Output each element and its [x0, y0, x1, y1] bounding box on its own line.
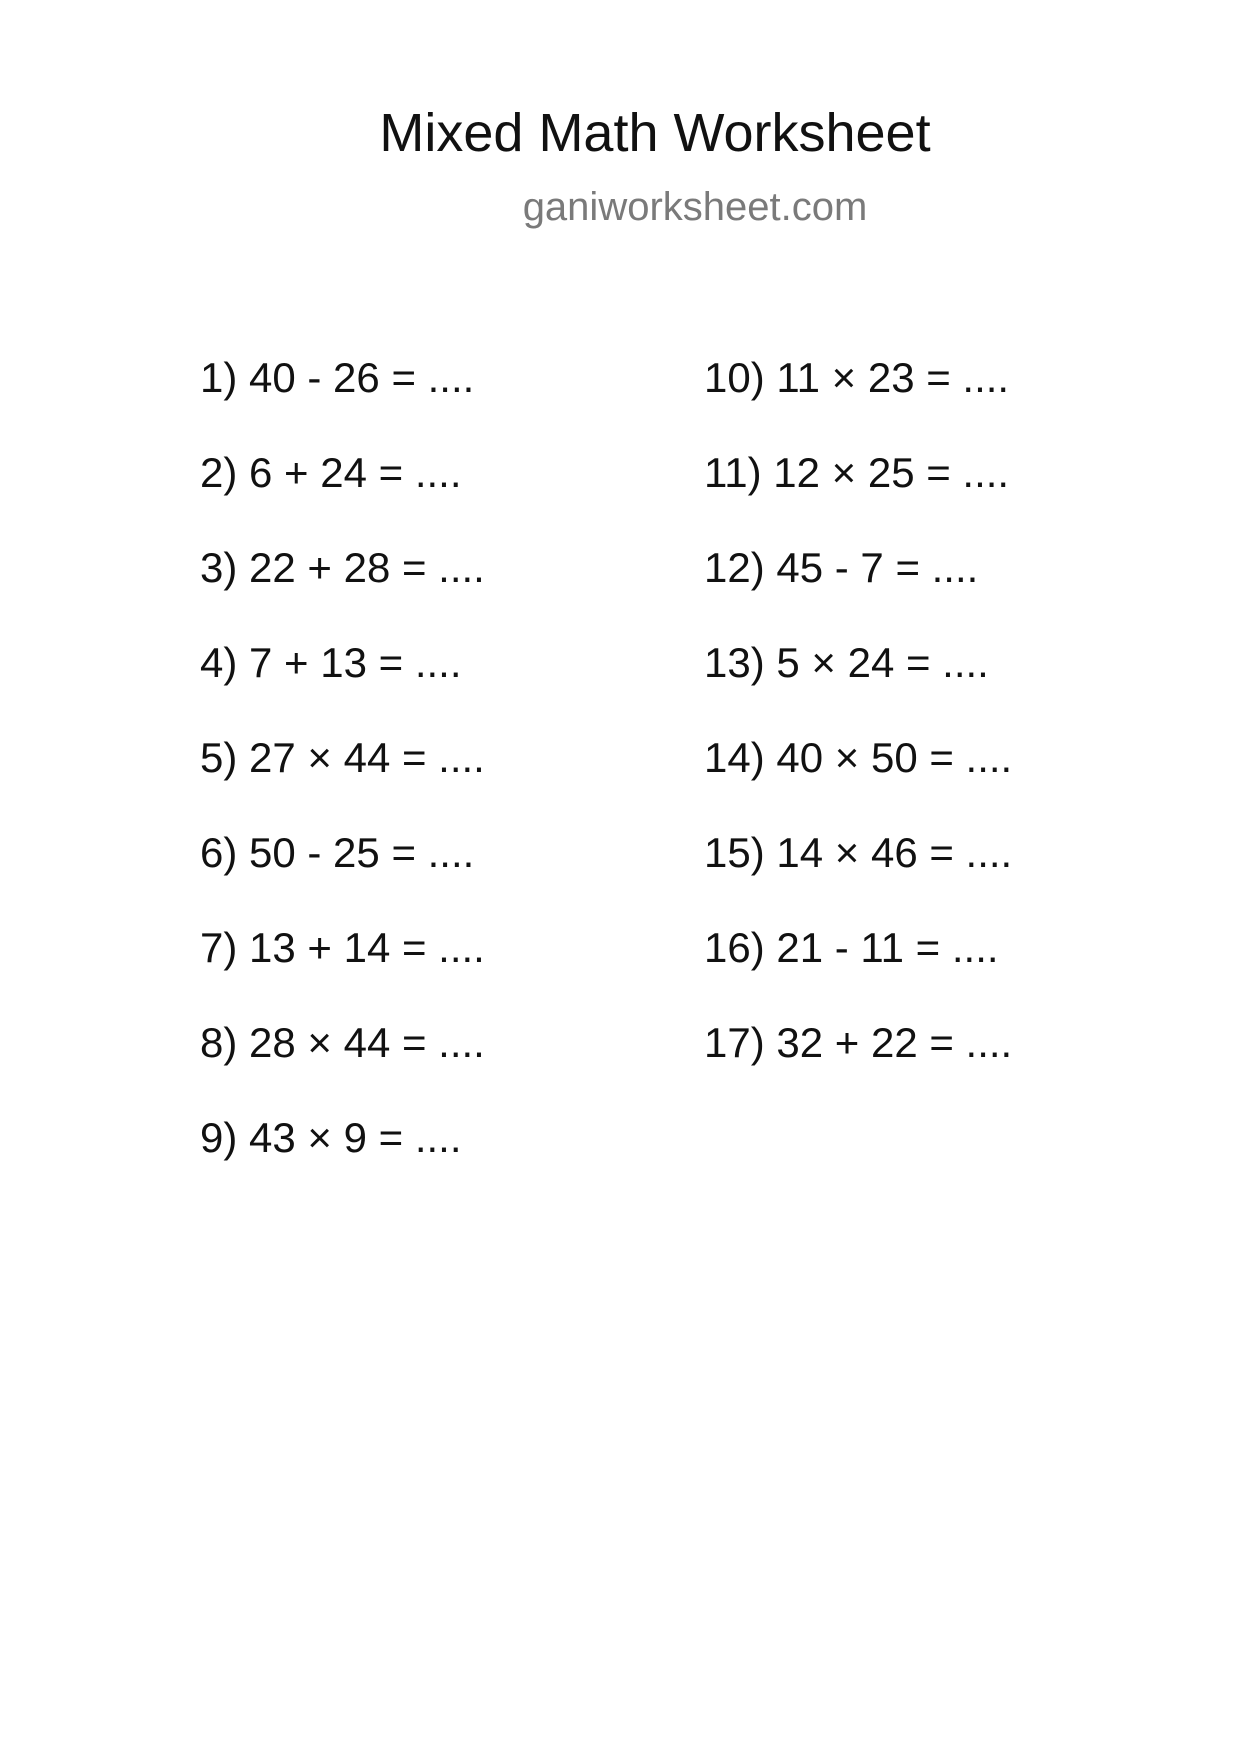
math-problem: 14) 40 × 50 = ....: [704, 734, 1013, 781]
math-problem: 12) 45 - 7 = ....: [704, 544, 979, 591]
problem-list-right: [704, 348, 1012, 1108]
math-problem: 5) 27 × 44 = ....: [200, 734, 485, 781]
math-problem: 10) 11 × 23 = ....: [704, 354, 1010, 401]
math-problem: 13) 5 × 24 = ....: [704, 639, 989, 686]
math-problem: 15) 14 × 46 = ....: [704, 829, 1013, 876]
math-problem: 9) 43 × 9 = ....: [200, 1114, 462, 1161]
page-title: Mixed Math Worksheet: [379, 103, 931, 163]
math-problem: 7) 13 + 14 = ....: [200, 924, 485, 971]
math-problem: 8) 28 × 44 = ....: [200, 1019, 485, 1066]
problem-list-left: [200, 348, 485, 1203]
math-problem: 16) 21 - 11 = ....: [704, 924, 999, 971]
math-problem: 17) 32 + 22 = ....: [704, 1019, 1013, 1066]
math-problem: 6) 50 - 25 = ....: [200, 829, 475, 876]
math-problem: 1) 40 - 26 = ....: [200, 354, 475, 401]
math-problem: 11) 12 × 25 = ....: [704, 449, 1010, 496]
math-problem: 2) 6 + 24 = ....: [200, 449, 462, 496]
math-problem: 3) 22 + 28 = ....: [200, 544, 485, 591]
math-problem: 4) 7 + 13 = ....: [200, 639, 462, 686]
source-website: ganiworksheet.com: [522, 185, 868, 229]
